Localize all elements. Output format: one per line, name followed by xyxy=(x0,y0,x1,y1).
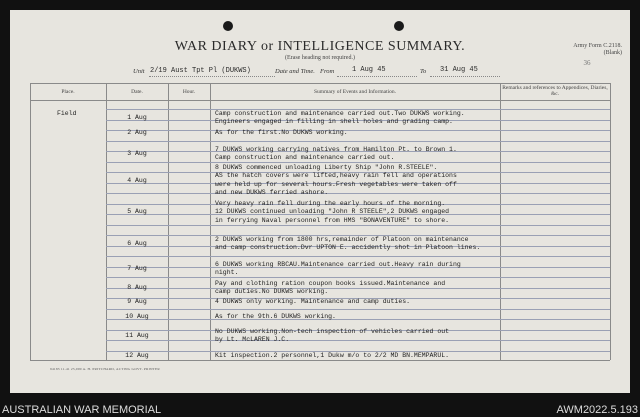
entry-summary: Pay and clothing ration coupon books issued.Maintenance and camp duties.No DUKWS working. xyxy=(215,280,446,296)
entry-date: 4 Aug xyxy=(127,176,147,184)
from-label: From xyxy=(320,68,335,75)
entry-date: 10 Aug xyxy=(125,313,149,320)
header-date: Date. xyxy=(131,89,143,95)
ruled-line xyxy=(106,319,610,320)
form-title: WAR DIARY or INTELLIGENCE SUMMARY. xyxy=(174,39,466,54)
date-time-label: Date and Time. xyxy=(275,68,315,75)
entry-place: Field xyxy=(57,110,77,117)
diary-sheet xyxy=(10,10,630,393)
header-place: Place. xyxy=(61,89,75,95)
entry-summary: As for the first.No DUKWS working. xyxy=(215,129,348,136)
caption-left: AUSTRALIAN WAR MEMORIAL xyxy=(2,404,162,416)
entry-summary: 7 DUKWS working carrying natives from Hamilton Pt. to Brown 1. Camp construction and maintenance carried out. xyxy=(215,146,457,162)
printer-imprint: 94183 11-41 25,000 A. H. PRITCHARD, ACTING GOVT. PRINTER xyxy=(50,367,160,371)
pencil-mark: 36 xyxy=(583,59,591,67)
from-dotted-line xyxy=(337,76,417,77)
entry-date: 2 Aug xyxy=(127,129,147,136)
entry-date: 12 Aug xyxy=(125,352,149,359)
entry-date: 11 Aug xyxy=(125,332,149,340)
ruled-line xyxy=(106,256,610,257)
to-label: To xyxy=(420,68,427,75)
table-top-rule xyxy=(30,83,610,84)
entry-date: 1 Aug xyxy=(127,114,147,122)
entry-summary: Kit inspection.2 personnel,1 Dukw m/o to 2/2 MD BN.MEMPARUL. xyxy=(215,352,450,359)
entry-summary: 4 DUKWS only working. Maintenance and camp duties. xyxy=(215,298,411,305)
header-hour: Hour. xyxy=(182,89,196,95)
entry-date: 5 Aug xyxy=(127,208,147,216)
header-remarks: Remarks and references to Appendices, Diaries, &c. xyxy=(502,85,608,97)
to-value: 31 Aug 45 xyxy=(440,66,478,74)
form-subtitle: (Erase heading not required.) xyxy=(285,55,355,61)
entry-summary: Very heavy rain fell during the early hours of the morning. 12 DUKWS continued unloading "John R STEELE",2 DUKWS engaged in ferrying Naval personnel from HMS "BONAVENTURE" to shore. xyxy=(215,200,450,224)
entry-date: 7 Aug xyxy=(127,265,147,273)
entry-date: 6 Aug xyxy=(127,240,147,248)
army-form-label: Army Form C.2118. xyxy=(573,43,622,49)
entry-summary: No DUKWS working.Non-tech inspection of vehicles carried out by Lt. McLAREN J.C. xyxy=(215,328,450,344)
to-dotted-line xyxy=(430,76,500,77)
entry-date: 9 Aug xyxy=(127,298,147,305)
ruled-line xyxy=(106,309,610,310)
rule-right xyxy=(610,83,611,360)
entry-date: 3 Aug xyxy=(127,150,147,158)
entry-summary: As for the 9th.6 DUKWS working. xyxy=(215,313,336,320)
ruled-line xyxy=(106,130,610,131)
unit-dotted-line xyxy=(149,76,275,77)
header-bottom-rule xyxy=(30,100,610,101)
unit-label: Unit xyxy=(133,68,145,75)
army-form-ref xyxy=(552,43,622,67)
entry-summary: 6 DUKWS working RBCAU.Maintenance carried out.Heavy rain during night. xyxy=(215,261,461,277)
rule-left xyxy=(30,83,31,360)
entry-date: 8 Aug xyxy=(127,284,147,292)
caption-right: AWM2022.5.193 xyxy=(556,404,638,416)
entry-summary: Camp construction and maintenance carried out.Two DUKWS working. Engineers engaged in filling in shell holes and grading camp. xyxy=(215,110,465,126)
from-value: 1 Aug 45 xyxy=(352,66,386,74)
punch-hole-right xyxy=(394,21,404,31)
entry-summary: 8 DUKWS commenced unloading Liberty Ship "John R.STEELE". AS the hatch covers were lifted,heavy rain fell and operations were held up for several hours.Fresh vegetables were taken off and new DUKWS ferried ashore. xyxy=(215,164,457,197)
punch-hole-left xyxy=(223,21,233,31)
ruled-line xyxy=(106,141,610,142)
header-summary: Summary of Events and Information. xyxy=(313,89,397,95)
army-form-sub: (Blank) xyxy=(603,50,622,56)
unit-value: 2/19 Aust Tpt Pl (DUKWS) xyxy=(150,67,251,75)
entry-summary: 2 DUKWS working from 1800 hrs,remainder of Platoon on maintenance and camp construction.Dvr UPTON E. accidently shot in Platoon lines. xyxy=(215,236,481,252)
